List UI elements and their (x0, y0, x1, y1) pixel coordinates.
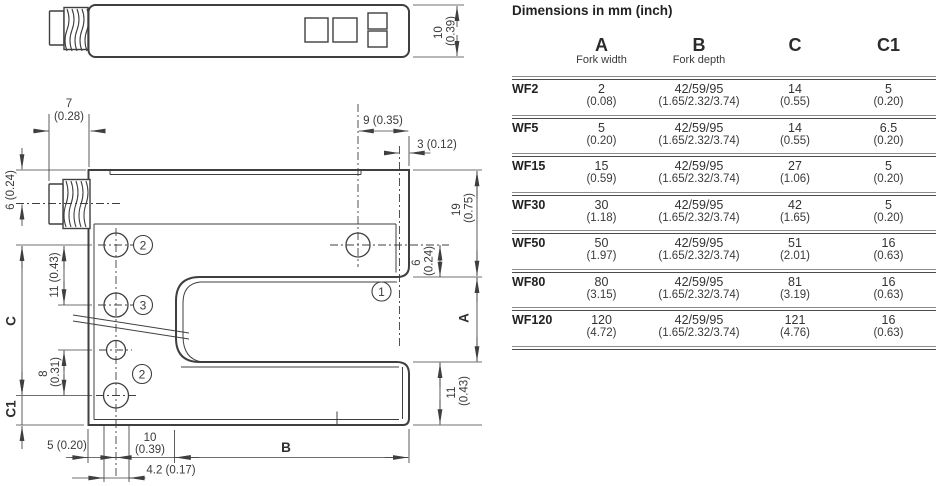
cell-b-mm: 42/59/95 (674, 236, 724, 250)
table-row (512, 80, 936, 115)
cell-b-mm: 42/59/95 (674, 197, 724, 212)
cell-b-in: (1.65/2.32/3.74) (658, 327, 740, 339)
cell-b-in: (1.65/2.32/3.74) (658, 288, 740, 301)
dim-10-mm: 10 (143, 432, 157, 444)
cell-c1-mm: 5 (885, 159, 892, 173)
cell-c1-in: (0.63) (873, 327, 904, 339)
cell-c1-in: (0.63) (873, 288, 904, 301)
cell-c-mm: 27 (788, 159, 802, 173)
cell-b-in: (1.65/2.32/3.74) (658, 250, 740, 262)
cell-c1-in: (0.20) (873, 96, 904, 108)
label-b: B (281, 440, 291, 455)
cell-b-mm: 42/59/95 (674, 120, 724, 135)
callout-2-bottom-label: 2 (138, 367, 146, 382)
table-row (512, 234, 936, 269)
row-model: WF50 (512, 236, 546, 250)
cell-a-mm: 2 (598, 82, 605, 96)
side-view-height-label: 10 (0.39) (433, 15, 458, 47)
column-header-b: B (692, 35, 706, 55)
callout-3-label: 3 (139, 298, 147, 313)
cell-c-mm: 51 (788, 236, 802, 250)
cell-c1-in: (0.20) (873, 211, 904, 224)
cell-a-in: (3.15) (586, 288, 617, 301)
table-separator (512, 346, 936, 350)
cell-a-mm: 120 (591, 313, 612, 327)
callout-2-top-label: 2 (139, 238, 147, 253)
row-model: WF30 (512, 197, 546, 212)
cell-c-in: (2.01) (779, 250, 811, 262)
cell-b-mm: 42/59/95 (674, 82, 724, 96)
cell-c-in: (4.76) (779, 327, 811, 339)
cell-c-mm: 14 (788, 120, 802, 135)
dim-5: 5 (0.20) (47, 440, 87, 452)
cell-b-in: (1.65/2.32/3.74) (658, 211, 740, 224)
column-header-a: A (595, 35, 608, 55)
cell-a-mm: 5 (598, 120, 605, 135)
front-connector-tip (49, 184, 63, 224)
cell-c-in: (0.55) (779, 134, 811, 147)
label-c1: C1 (3, 400, 19, 418)
cell-a-in: (1.97) (586, 250, 617, 262)
cell-a-in: (0.20) (586, 134, 617, 147)
dim-7-mm: 7 (65, 98, 73, 110)
cell-c-in: (1.65) (779, 211, 811, 224)
label-a: A (456, 313, 472, 323)
table-row (512, 273, 936, 308)
cell-a-mm: 30 (594, 197, 609, 212)
cell-b-in: (1.65/2.32/3.74) (658, 134, 740, 147)
cell-b-in: (1.65/2.32/3.74) (658, 173, 740, 185)
cell-a-mm: 15 (594, 159, 609, 173)
row-model: WF5 (512, 120, 539, 135)
dim-8: 8 (0.31) (38, 356, 62, 388)
dim-19: 19 (0.75) (451, 192, 476, 224)
row-model: WF80 (512, 274, 546, 289)
row-model: WF2 (512, 82, 539, 96)
dim-6-left: 6 (0.24) (5, 170, 17, 210)
dim-11-right: 11 (0.43) (446, 375, 471, 407)
cell-b-mm: 42/59/95 (674, 159, 724, 173)
dim-7-in: (0.28) (53, 111, 85, 123)
cell-a-in: (4.72) (586, 327, 617, 339)
label-c: C (3, 316, 19, 326)
cell-c-mm: 14 (788, 82, 802, 96)
dim-11-left: 11 (0.43) (49, 252, 61, 298)
front-view-connector (49, 180, 90, 229)
table-row (512, 157, 936, 192)
dim-3: 3 (0.12) (417, 139, 457, 151)
cell-a-in: (1.18) (586, 211, 617, 224)
cell-c-mm: 81 (788, 274, 802, 289)
table-row (512, 311, 936, 346)
cell-c1-mm: 16 (881, 313, 896, 327)
cell-c1-mm: 6.5 (879, 120, 898, 135)
side-view-connector-tip (50, 11, 65, 45)
row-model: WF120 (512, 313, 553, 327)
cell-a-in: (0.08) (586, 96, 617, 108)
cell-a-mm: 80 (594, 274, 609, 289)
cell-c1-mm: 16 (881, 236, 896, 250)
table-title: Dimensions in mm (inch) (512, 3, 673, 18)
cell-c1-mm: 16 (881, 274, 896, 289)
table-row (512, 196, 936, 231)
dim-6-right: 6 (0.24) (411, 245, 436, 277)
table-row (512, 119, 936, 154)
cell-a-in: (0.59) (586, 173, 617, 185)
cell-c1-in: (0.63) (873, 250, 904, 262)
cell-c-in: (1.06) (779, 173, 811, 185)
row-model: WF15 (512, 159, 546, 173)
column-header-c: C (788, 35, 802, 55)
cell-c1-mm: 5 (885, 82, 892, 96)
cell-b-mm: 42/59/95 (674, 274, 724, 289)
cell-c1-in: (0.20) (873, 173, 904, 185)
table-header (512, 36, 936, 67)
cell-c-mm: 42 (788, 197, 802, 212)
column-header-c1: C1 (876, 35, 900, 55)
cell-c1-in: (0.20) (873, 134, 904, 147)
cell-c-mm: 121 (784, 313, 806, 327)
dim-4-2: 4.2 (0.17) (146, 464, 196, 477)
front-view (16, 104, 482, 482)
cell-b-mm: 42/59/95 (674, 313, 724, 327)
cell-c-in: (0.55) (779, 96, 811, 108)
dim-10-in: (0.39) (134, 444, 166, 456)
cell-c-in: (3.19) (779, 288, 811, 301)
dim-9: 9 (0.35) (363, 115, 403, 127)
callout-1-label: 1 (378, 284, 385, 299)
side-view (50, 5, 465, 57)
column-sub-b: Fork depth (672, 54, 726, 66)
side-view-housing (89, 5, 410, 57)
column-sub-a: Fork width (576, 54, 627, 66)
cell-a-mm: 50 (594, 236, 609, 250)
cell-c1-mm: 5 (885, 197, 892, 212)
dimensions-table (512, 2, 936, 350)
cell-b-in: (1.65/2.32/3.74) (658, 96, 740, 108)
